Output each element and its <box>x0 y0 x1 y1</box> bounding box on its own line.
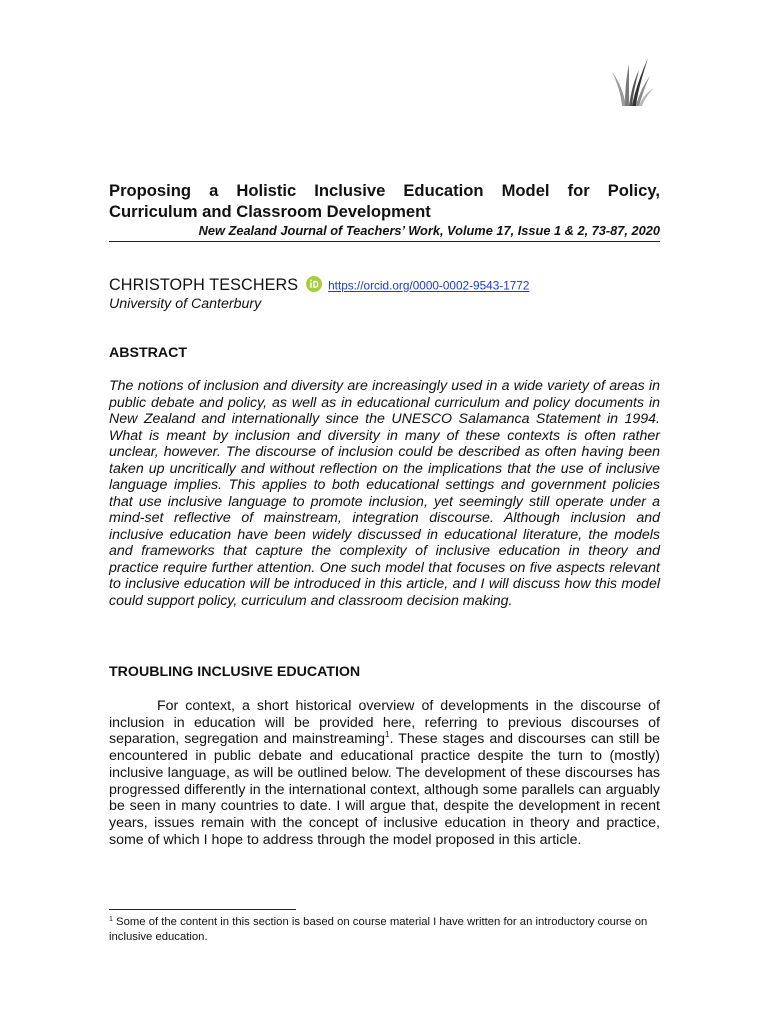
abstract-text: The notions of inclusion and diversity are increasingly used in a wide variety of areas in public debate and policy, as well as in educational curriculum and policy documents in New Zealand and internationally since the UNESCO Salamanca Statement in 1994. What is meant by inclusion and diversity in many of these contexts is often rather unclear, however. The discourse of inclusion could be described as often having been taken up uncritically and without reflection on the implications that the use of inclusive language implies. This applies to both educational settings and government policies that use inclusive language to promote inclusion, yet seemingly still operate under a mind-set reflective of mainstream, integration discourse. Although inclusion and inclusive education have been widely discussed in educational literature, the models and frameworks that capture the complexity of inclusive education in theory and practice require further attention. One such model that focuses on five aspects relevant to inclusive education will be introduced in this article, and I will discuss how this model could support policy, curriculum and classroom decision making. <box>109 378 660 609</box>
author-name: CHRISTOPH TESCHERS <box>109 276 299 294</box>
footnote-text: Some of the content in this section is based on course material I have written for an introductory course on inclusive education. <box>109 916 648 943</box>
section-paragraph-part-1: For context, a short historical overview of developments in the discourse of inclusion in education will be provided here, referring to previous discourses of separation, segregation and mainstreaming <box>109 698 660 748</box>
orcid-icon[interactable] <box>306 276 322 292</box>
section-heading: TROUBLING INCLUSIVE EDUCATION <box>109 664 361 680</box>
journal-citation: New Zealand Journal of Teachers’ Work, Volume 17, Issue 1 & 2, 73-87, 2020 <box>109 223 660 242</box>
grass-tuft-logo <box>612 56 660 108</box>
footnote <box>109 915 669 945</box>
orcid-link[interactable]: https://orcid.org/0000-0002-9543-1772 <box>328 278 530 293</box>
footnote-divider <box>109 909 296 910</box>
abstract-heading: ABSTRACT <box>109 345 188 361</box>
author-affiliation: University of Canterbury <box>109 296 262 312</box>
author-row <box>109 276 660 298</box>
paper-title <box>109 181 660 222</box>
footnote-reference[interactable]: 1 <box>385 730 390 740</box>
section-paragraph-part-2: . These stages and discourses can still be encountered in public debate and educational practice despite the turn to (mostly) inclusive language, as will be outlined below. The development of these discourses has progressed differently in the international context, although some parallels can arguably be seen in many countries to date. I will argue that, despite the development in recent years, issues remain with the concept of inclusive education in theory and practice, some of which I hope to address through the model proposed in this article. <box>109 731 661 848</box>
footnote-number: 1 <box>109 916 113 923</box>
section-paragraph <box>109 698 660 848</box>
paper-title-line-2: Curriculum and Classroom Development <box>109 201 431 221</box>
paper-title-line-1: Proposing a Holistic Inclusive Education Model for Policy, <box>109 181 660 200</box>
